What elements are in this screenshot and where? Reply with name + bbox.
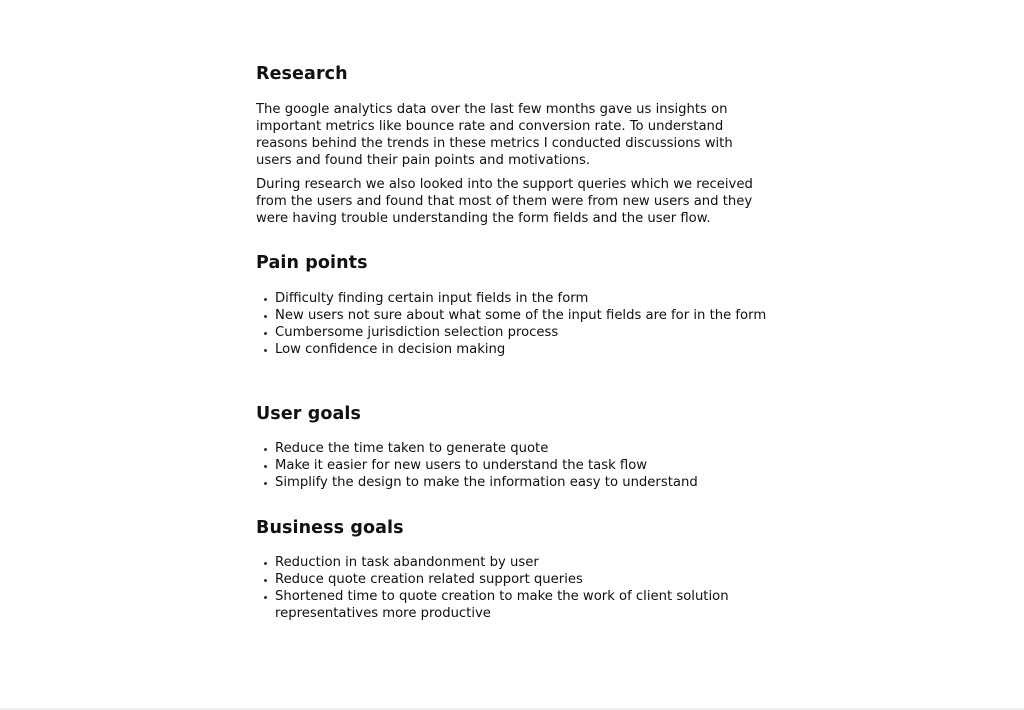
research-paragraph-2: During research we also looked into the support queries which we received from the users and found that most of them were from new users and they were having trouble understanding the form fields and the user flow. — [256, 177, 753, 226]
pain-points-list — [256, 290, 776, 358]
user-goals-list — [256, 440, 776, 491]
list-item: Shortened time to quote creation to make the work of client solution representatives more productive — [256, 588, 756, 622]
user-goals-section — [256, 403, 776, 491]
business-goals-list — [256, 554, 756, 622]
business-goals-section — [256, 517, 756, 622]
pain-points-section — [256, 252, 776, 358]
business-goals-heading: Business goals — [256, 518, 404, 538]
list-item: Low confidence in decision making — [256, 341, 776, 358]
list-item: Make it easier for new users to understand the task flow — [256, 457, 776, 474]
list-item: Simplify the design to make the information easy to understand — [256, 474, 776, 491]
user-goals-heading: User goals — [256, 404, 361, 424]
list-item: Difficulty finding certain input fields in the form — [256, 290, 776, 307]
list-item: Reduce the time taken to generate quote — [256, 440, 776, 457]
research-heading: Research — [256, 64, 348, 84]
research-paragraph-1: The google analytics data over the last few months gave us insights on important metrics like bounce rate and conversion rate. To understand reasons behind the trends in these metrics I conducted discussions with users and found their pain points and motivations. — [256, 102, 733, 168]
list-item: New users not sure about what some of the input fields are for in the form — [256, 307, 776, 324]
research-section — [256, 63, 771, 227]
list-item: Reduce quote creation related support queries — [256, 571, 756, 588]
pain-points-heading: Pain points — [256, 253, 368, 273]
list-item: Reduction in task abandonment by user — [256, 554, 756, 571]
list-item: Cumbersome jurisdiction selection process — [256, 324, 776, 341]
